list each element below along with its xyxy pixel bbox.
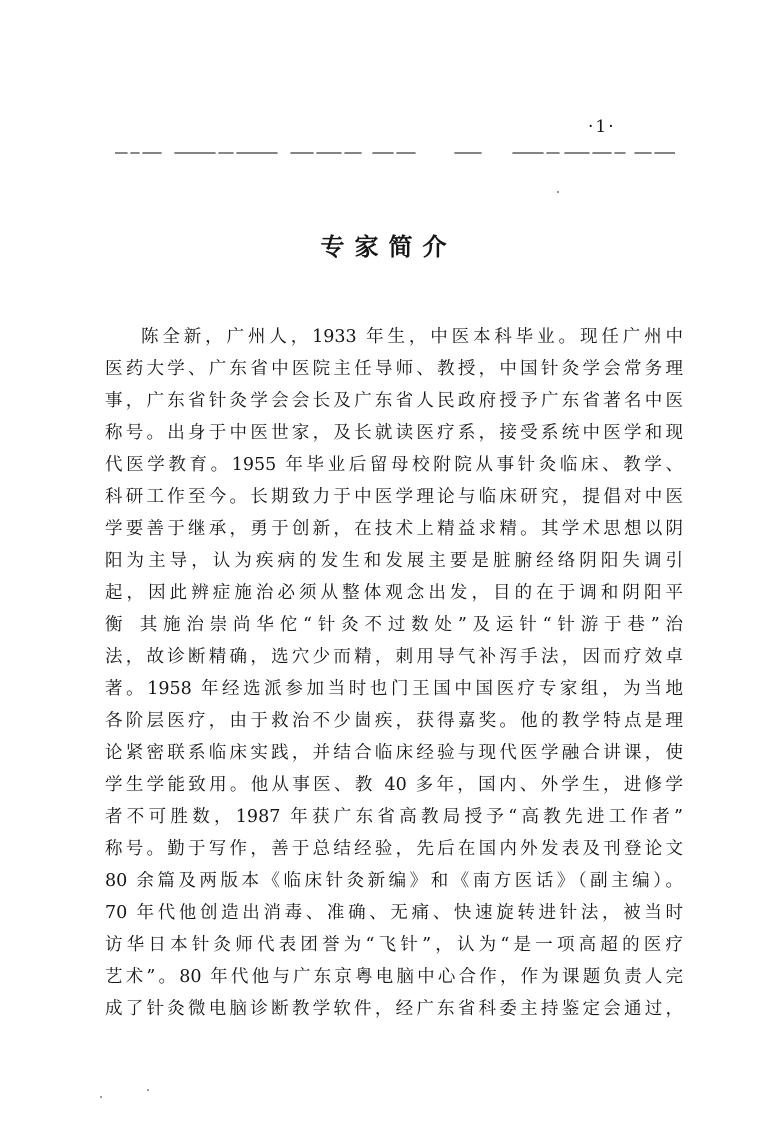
scan-speck (557, 191, 559, 193)
paragraph-line: 科研工作至今。长期致力于中医学理论与临床研究，提倡对中医 (105, 487, 683, 507)
paragraph-line: 起，因此辨症施治必须从整体观念出发，目的在于调和阴阳平 (105, 583, 683, 603)
scan-speck (100, 1096, 102, 1098)
paragraph-line: 衡 其施治崇尚华佗“针灸不过数处”及运针“针游于巷”治 (105, 615, 683, 635)
paragraph-line: 者不可胜数，1987 年获广东省高教局授予“高教先进工作者” (105, 807, 683, 827)
paragraph-line: 法，故诊断精确，选穴少而精，刺用导气补泻手法，因而疗效卓 (105, 647, 683, 667)
biography-paragraph (105, 321, 683, 1025)
paragraph-line: 代医学教育。1955 年毕业后留母校附院从事针灸临床、教学、 (105, 455, 683, 475)
paragraph-line: 医药大学、广东省中医院主任导师、教授，中国针灸学会常务理 (105, 359, 683, 379)
paragraph-line: 各阶层医疗，由于救治不少崮疾，获得嘉奖。他的教学特点是理 (105, 711, 683, 731)
paragraph-line: 称号。勤于写作，善于总结经验，先后在国内外发表及刊登论文 (105, 839, 683, 859)
paragraph-line: 论紧密联系临床实践，并结合临床经验与现代医学融合讲课，使 (105, 743, 683, 763)
paragraph-line: 访华日本针灸师代表团誉为“飞针”，认为“是一项高超的医疗 (105, 935, 683, 955)
paragraph-line: 陈全新，广州人，1933 年生，中医本科毕业。现任广州中 (141, 327, 683, 347)
paragraph-line: 学生学能致用。他从事医、教 40 多年，国内、外学生，进修学 (105, 775, 683, 795)
paragraph-line: 学要善于继承，勇于创新，在技术上精益求精。其学术思想以阴 (105, 519, 683, 539)
paragraph-line: 事，广东省针灸学会会长及广东省人民政府授予广东省著名中医 (105, 391, 683, 411)
paragraph-line: 著。1958 年经选派参加当时也门王国中国医疗专家组，为当地 (105, 679, 683, 699)
page-title: 专家简介 (320, 232, 457, 261)
paragraph-line: 成了针灸微电脑诊断教学软件，经广东省科委主持鉴定会通过， (105, 999, 683, 1019)
paragraph-line: 阳为主导，认为疾病的发生和发展主要是脏腑经络阴阳失调引 (105, 551, 683, 571)
paragraph-line: 称号。出身于中医世家，及长就读医疗系，接受系统中医学和现 (105, 423, 683, 443)
paragraph-line: 艺术”。80 年代他与广东京粤电脑中心合作，作为课题负责人完 (105, 967, 683, 987)
scan-speck (147, 1089, 149, 1091)
paragraph-line: 80 余篇及两版本《临床针灸新编》和《南方医话》（副主编）。 (105, 871, 683, 891)
paragraph-line: 70 年代他创造出消毒、准确、无痛、快速旋转进针法，被当时 (105, 903, 683, 923)
header-rule (115, 151, 675, 155)
page-number: ·1· (588, 117, 616, 137)
